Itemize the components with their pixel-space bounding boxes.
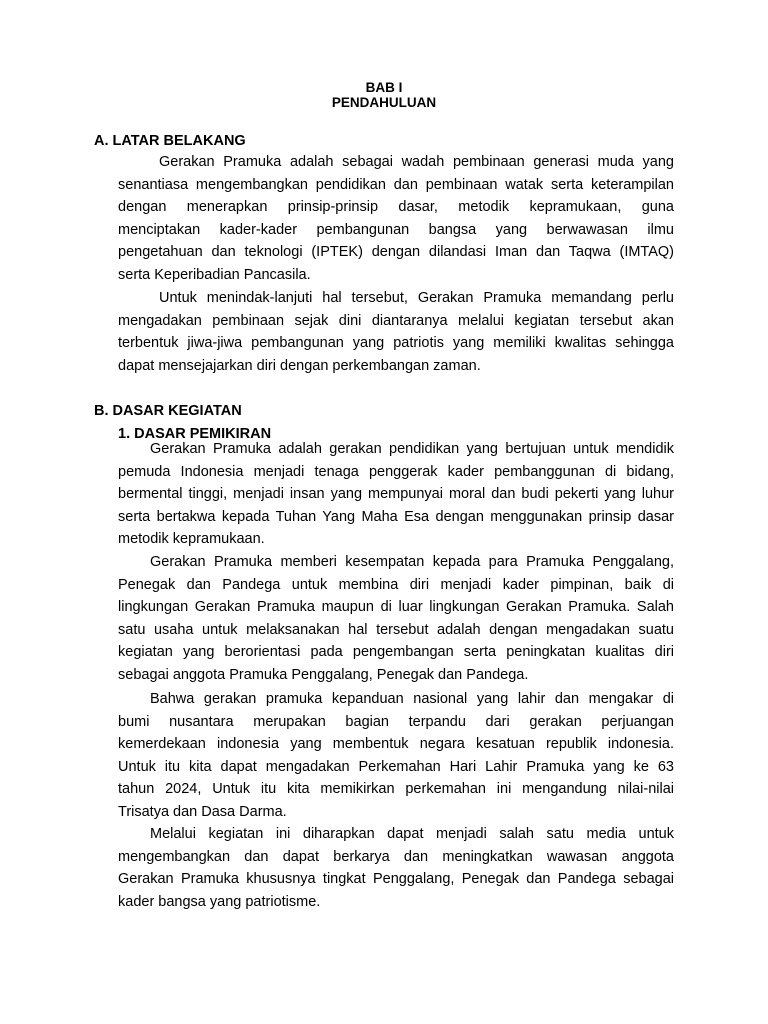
text-line: kader bangsa yang patriotisme. <box>118 893 321 910</box>
text-line: Untuk menindak-lanjuti hal tersebut, Gerakan Pramuka memandang perlu <box>159 290 674 306</box>
text-line: serta bertakwa kepada Tuhan Yang Maha Esa dengan menggunakan prinsip dasar <box>118 508 674 525</box>
section-b-paragraph-2 <box>118 551 674 687</box>
text-line: mengadakan pembinaan sejak dini diantaranya melalui kegiatan tersebut akan <box>118 312 674 329</box>
text-line: Gerakan Pramuka adalah gerakan pendidikan yang bertujuan untuk mendidik <box>150 441 674 457</box>
text-line: sebagai anggota Pramuka Penggalang, Penegak dan Pandega. <box>118 666 529 683</box>
text-line: pengetahuan dan teknologi (IPTEK) dengan dilandasi Iman dan Taqwa (IMTAQ) <box>118 244 674 261</box>
text-line: bumi nusantara merupakan bagian terpandu dari gerakan perjuangan <box>118 713 674 730</box>
section-a-paragraph-1 <box>118 151 674 287</box>
text-line: serta Keperibadian Pancasila. <box>118 266 311 283</box>
section-a-paragraph-2 <box>118 287 674 377</box>
text-line: Melalui kegiatan ini diharapkan dapat menjadi salah satu media untuk <box>150 826 674 842</box>
section-b-paragraph-3 <box>118 688 674 824</box>
text-line: kemerdekaan indonesia yang membentuk negara kesatuan republik indonesia. <box>118 736 674 753</box>
section-b-heading: B. DASAR KEGIATAN <box>94 403 242 419</box>
text-line: metodik kepramukaan. <box>118 531 265 548</box>
text-line: satu usaha untuk melaksanakan hal tersebut adalah dengan mengadakan suatu <box>118 621 674 638</box>
text-line: dengan menerapkan prinsip-prinsip dasar, metodik kepramukaan, guna <box>118 199 674 216</box>
section-a-heading: A. LATAR BELAKANG <box>94 133 246 149</box>
text-line: Trisatya dan Dasa Darma. <box>118 803 287 820</box>
text-line: Bahwa gerakan pramuka kepanduan nasional yang lahir dan mengakar di <box>150 691 674 707</box>
text-line: Gerakan Pramuka khususnya tingkat Penggalang, Penegak dan Pandega sebagai <box>118 871 674 888</box>
text-line: terbentuk jiwa-jiwa pembangunan yang patriotis yang memiliki kwalitas sehingga <box>118 335 674 352</box>
chapter-title: PENDAHULUAN <box>331 95 437 110</box>
section-b-paragraph-4 <box>118 823 674 913</box>
text-line: Gerakan Pramuka adalah sebagai wadah pembinaan generasi muda yang <box>159 154 674 170</box>
text-line: pemuda Indonesia menjadi tenaga penggerak kader pembanggunan di bidang, <box>118 463 674 480</box>
text-line: dapat mensejajarkan diri dengan perkembangan zaman. <box>118 357 481 374</box>
section-b-paragraph-1 <box>118 438 674 551</box>
text-line: mengembangkan dan dapat berkarya dan meningkatkan wawasan anggota <box>118 848 674 865</box>
text-line: menciptakan kader-kader pembangunan bangsa yang berwawasan ilmu <box>118 221 674 238</box>
text-line: Penegak dan Pandega untuk membina diri menjadi kader pimpinan, baik di <box>118 576 674 593</box>
text-line: senantiasa mengembangkan pendidikan dan pembinaan watak serta keterampilan <box>118 176 674 193</box>
chapter-number: BAB I <box>365 80 403 95</box>
text-line: Untuk itu kita dapat mengadakan Perkemahan Hari Lahir Pramuka yang ke 63 <box>118 758 674 775</box>
text-line: Gerakan Pramuka memberi kesempatan kepada para Pramuka Penggalang, <box>150 554 674 570</box>
text-line: lingkungan Gerakan Pramuka maupun di luar lingkungan Gerakan Pramuka. Salah <box>118 599 674 616</box>
text-line: tahun 2024, Untuk itu kita memikirkan perkemahan ini mengandung nilai-nilai <box>118 781 674 798</box>
subsection-1-heading: 1. DASAR PEMIKIRAN <box>118 426 272 442</box>
text-line: kegiatan yang berorientasi pada pengembangan serta peningkatan kualitas diri <box>118 644 674 661</box>
text-line: bermental tinggi, menjadi insan yang mempunyai moral dan budi pekerti yang luhur <box>118 486 674 503</box>
